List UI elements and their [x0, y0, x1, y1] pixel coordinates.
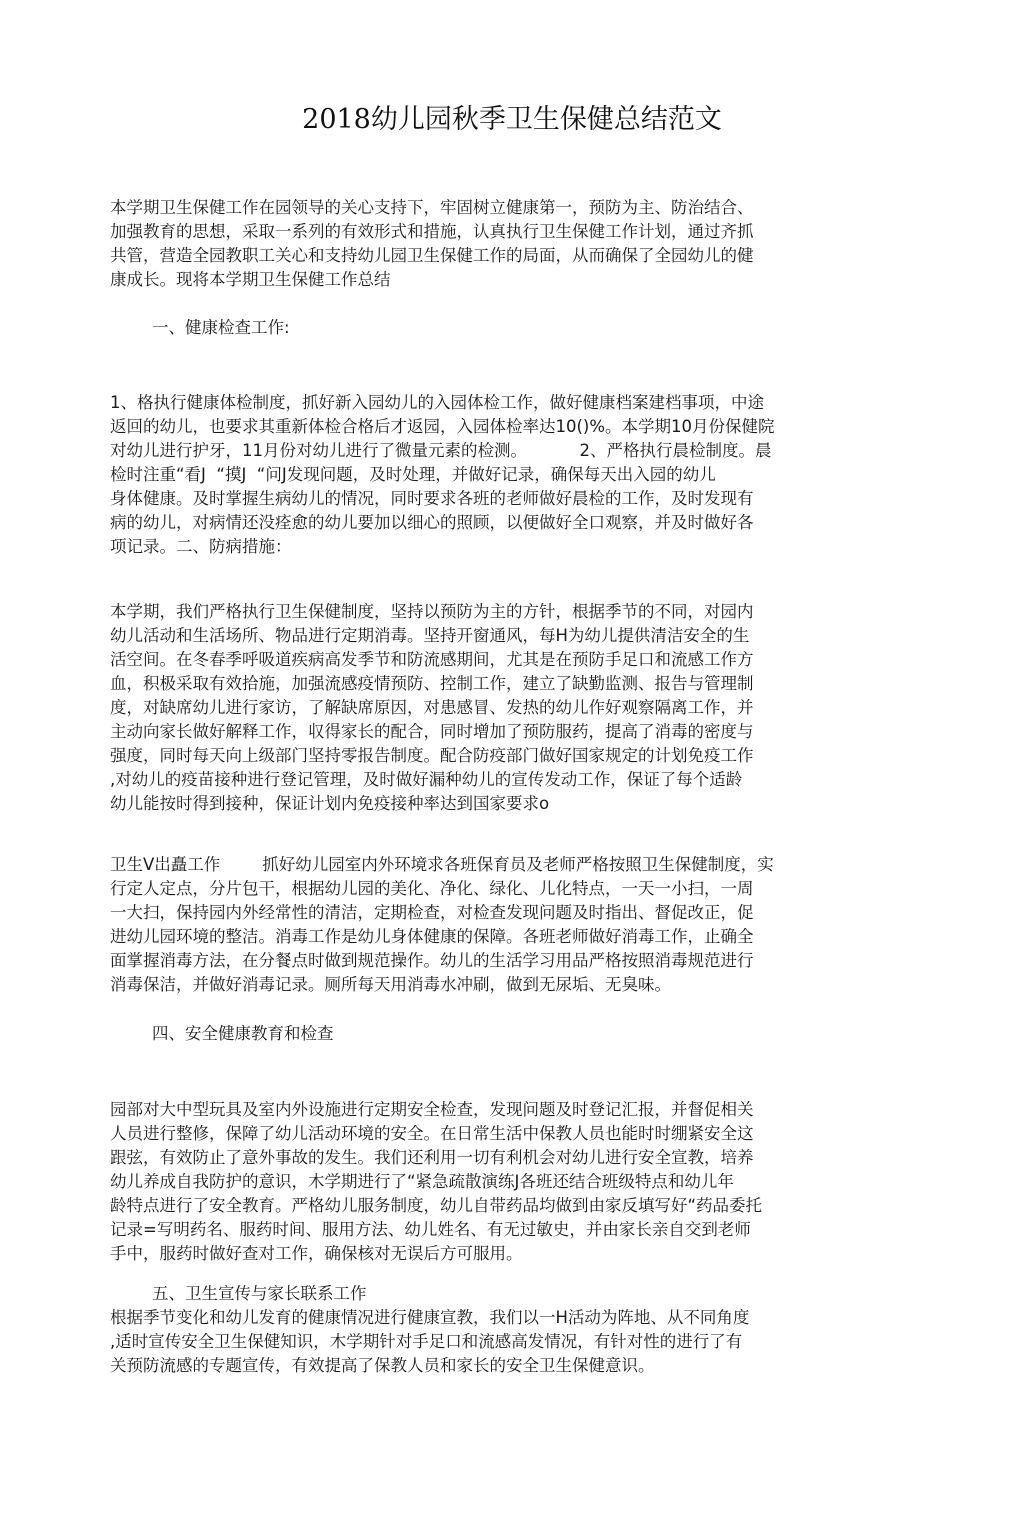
text-line: 血，积极采取有效拾施，加强流感疫情预防、控制工作，建立了缺勤监测、报告与管理制	[110, 674, 754, 693]
text-line: 园部对大中型玩具及室内外设施进行定期安全检查，发现问题及时登记汇报，并督促相关	[110, 1100, 754, 1119]
text-line: 主动向家长做好解释工作，収得家长的配合，同时增加了预防服药，提高了消毒的密度与	[110, 722, 754, 741]
parent-liaison-paragraph	[110, 1306, 886, 1378]
text-line: 幼儿能按时得到接种，保证计划内免疫接种率达到国家要求o	[110, 794, 550, 813]
health-check-paragraph	[110, 391, 886, 559]
text-line: 共管，营造全园教职工关心和支持幼儿园卫生保健工作的局面，从而确保了全园幼儿的健	[110, 246, 754, 265]
text-line: 人员进行整修，保障了幼儿活动环境的安全。在日常生活中保教人员也能时时绷紧安全这	[110, 1124, 754, 1143]
text-line: 进幼儿园环境的整洁。消毒工作是幼儿身体健康的保障。各班老师做好消毒工作，止确全	[110, 927, 754, 946]
text-line: 强度，同时每天向上级部门坚持零报告制度。配合防疫部门做好国家规定的计划免疫工作	[110, 746, 754, 765]
text-line: 根据季节变化和幼儿发育的健康情况进行健康宣教，我们以一H活动为阵地、从不同角度	[110, 1308, 750, 1327]
text-line: 关预防流感的专题宣传，有效提高了保教人员和家长的安全卫生保健意识。	[110, 1356, 655, 1375]
text-line: 项记录。二、防病措施：	[110, 537, 292, 556]
section-heading-health-check: 一、健康检查工作:	[152, 318, 290, 337]
text-line: 面掌握消毒方法，在分餐点时做到规范操作。幼儿的生活学习用品严格按照消毒规范进行	[110, 951, 754, 970]
section-heading-parent-liaison: 五、卫生宣传与家长联系工作	[152, 1284, 367, 1303]
text-line: 本学期卫生保健工作在园领导的关心支持下，牢固树立健康第一，预防为主、防治结合、	[110, 198, 754, 217]
text-line: 幼儿活动和生活场所、物品进行定期消毒。坚持开窗通风，每H为幼儿提供清洁安全的生	[110, 626, 750, 645]
text-line: ,适时宣传安全卫生保健知识，木学期针对手足口和流感高发情况，有针对性的进行了有	[110, 1332, 743, 1351]
text-line: 跟弦，有效防止了意外事故的发生。我们还利用一切有利机会对幼儿进行安全宣教，培养	[110, 1148, 754, 1167]
text-line: 1、格执行健康体检制度，抓好新入园幼儿的入园体检工作，做好健康档案建档事项，中途	[110, 393, 764, 412]
text-line: 检时注重“看J “摸J “问J发现问题，及时处理，并做好记录，确保每天出入园的幼儿	[110, 465, 716, 484]
text-line: 一大扫，保持园内外经常性的清洁，定期检查，对检查发现问题及时指出、督促改正，促	[110, 903, 754, 922]
text-line: 手中，服药时做好查对工作，确保核对无误后方可服用。	[110, 1244, 523, 1263]
text-line: 卫生V岀矗工作 抓好幼儿园室内外环境求各班保育员及老师严格按照卫生保健制度，实	[110, 855, 774, 874]
text-line: ,对幼儿的疫苗接种进行登记管理，及时做好漏种幼儿的宣传发动工作，保证了每个适龄	[110, 770, 743, 789]
text-line: 行定人定点，分片包干，根据幼儿园的美化、净化、绿化、儿化特点，一天一小扫，一周	[110, 879, 754, 898]
text-line: 对幼儿进行护牙，11月份对幼儿进行了微量元素的检测。 2、严格执行晨检制度。晨	[110, 441, 772, 460]
text-line: 度，对缺席幼儿进行家访，了解缺席原因，对患感冒、发热的幼儿作好观察隔离工作，并	[110, 698, 754, 717]
section-heading-safety-education: 四、安全健康教育和检查	[152, 1024, 334, 1043]
text-line: 病的幼儿，对病情还没痊愈的幼儿要加以细心的照顾，以便做好全口观察，并及时做好各	[110, 513, 754, 532]
text-line: 幼儿养成自我防护的意识，木学期进行了“紧急疏散演练J各班还结合班级特点和幼儿年	[110, 1172, 734, 1191]
text-line: 本学期，我们严格执行卫生保健制度，坚持以预防为主的方针，根据季节的不同，对园内	[110, 602, 754, 621]
text-line: 返回的幼儿，也要求其重新体检合格后才返园，入园体检率达10()%。本学期10月份保健院	[110, 417, 775, 436]
hygiene-disinfection-paragraph	[110, 853, 886, 997]
text-line: 龄特点进行了安全教育。严格幼儿服务制度，幼儿自带药品均做到由家反填写好“药品委托	[110, 1196, 763, 1215]
text-line: 活空间。在冬春季呼吸道疾病高发季节和防流感期间，尤其是在预防手足口和流感工作方	[110, 650, 754, 669]
text-line: 记录=写明药名、服药时间、服用方法、幼儿姓名、有无过敏史，并由家长亲自交到老师	[110, 1220, 751, 1239]
text-line: 消毒保洁，并做好消毒记录。厕所每天用消毒水冲刷，做到无尿垢、无臭味。	[110, 975, 671, 994]
safety-education-paragraph	[110, 1098, 886, 1266]
intro-paragraph	[110, 196, 886, 292]
text-line: 加强教育的思想，采取一系列的有效形式和措施，认真执行卫生保健工作计划，通过齐抓	[110, 222, 754, 241]
document-title: 2018幼儿园秋季卫生保健总结范文	[302, 104, 722, 135]
text-line: 身体健康。及时掌握生病幼儿的情况，同时要求各班的老师做好晨检的工作，及时发现有	[110, 489, 754, 508]
disease-prevention-paragraph	[110, 600, 886, 816]
text-line: 康成长。现将本学期卫生保健工作总结	[110, 270, 391, 289]
